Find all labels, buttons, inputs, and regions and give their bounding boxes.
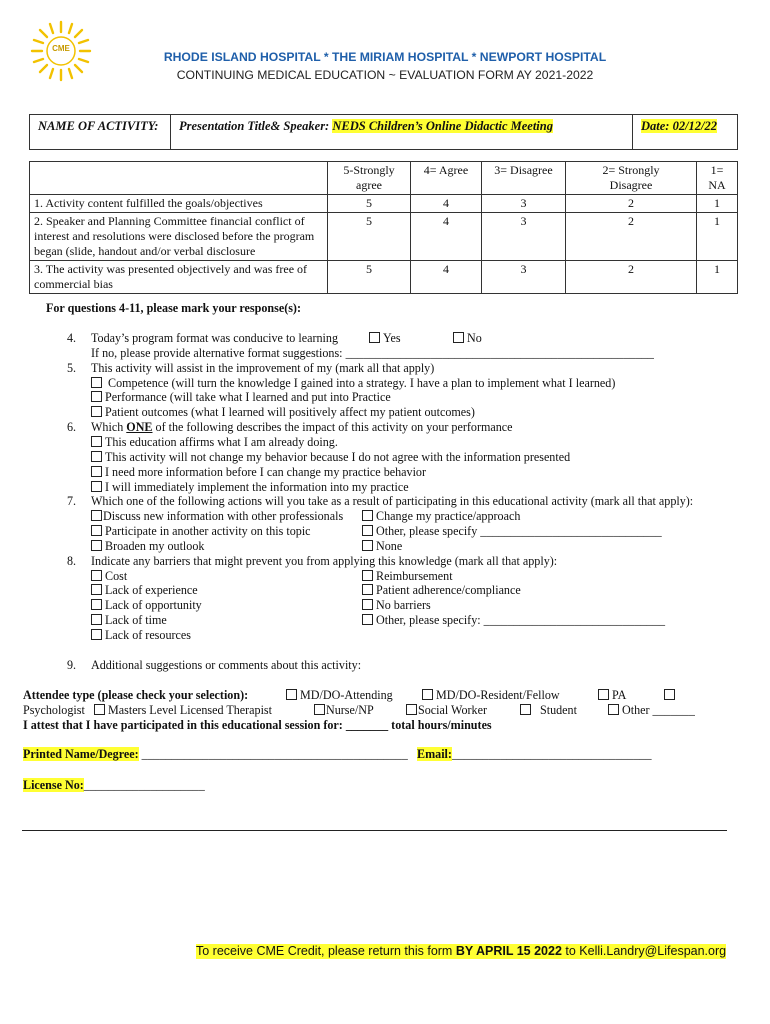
checkbox-icon[interactable] [664,689,675,700]
table-row [30,261,738,294]
presentation-label: Presentation Title& Speaker: [179,119,330,133]
q6-text-emphasis: ONE [126,420,153,434]
q5-option[interactable] [91,390,391,405]
q4-no-option[interactable] [453,331,482,346]
option-label: MD/DO-Resident/Fellow [436,688,560,702]
rating-option[interactable]: 5 [328,195,411,213]
header-na: 1= NA [697,162,738,195]
form-subtitle: CONTINUING MEDICAL EDUCATION ~ EVALUATION FORM AY 2021-2022 [176,68,594,82]
rating-option[interactable]: 1 [697,261,738,294]
activity-table [29,114,738,150]
attendee-nurse[interactable] [314,703,374,718]
row-text: 3. The activity was presented objectively and was free of commercial bias [30,261,328,294]
header-strongly-disagree: 2= Strongly Disagree [566,162,697,195]
attendee-md-attending[interactable] [286,688,393,703]
q8-option[interactable] [91,628,191,643]
checkbox-icon[interactable] [91,377,102,388]
printed-name-field[interactable]: ____________________________________________ [141,747,408,761]
q8-option[interactable] [91,569,127,584]
checkbox-icon[interactable] [362,525,373,536]
option-label: I will immediately implement the information into my practice [105,480,409,494]
option-label: Other _______ [622,703,695,717]
attendee-md-resident[interactable] [422,688,560,703]
rating-table [29,161,738,294]
checkbox-icon[interactable] [91,584,102,595]
license-field[interactable]: ____________________ [83,778,205,792]
option-label: Lack of time [105,613,167,627]
checkbox-icon[interactable] [406,704,417,715]
option-label: Performance (will take what I learned and put into Practice [105,390,391,404]
rating-option[interactable]: 3 [482,195,566,213]
checkbox-icon[interactable] [91,540,102,551]
row-text: 2. Speaker and Planning Committee financial conflict of interest and resolutions were disclosed before the program began (slide, handout and/or verbal disclosure [30,213,328,261]
q7-option[interactable] [362,509,520,524]
attendee-psychologist-label: Psychologist [23,703,85,717]
checkbox-icon[interactable] [91,481,102,492]
rating-option[interactable]: 3 [482,261,566,294]
rating-option[interactable]: 4 [411,261,482,294]
q7-option[interactable] [91,509,343,524]
checkbox-icon[interactable] [91,614,102,625]
footer-email: to Kelli.Landry@Lifespan.org [561,944,727,958]
q5-option[interactable] [91,376,615,391]
q6-number: 6. [67,420,77,434]
option-label: I need more information before I can change my practice behavior [105,465,427,479]
checkbox-icon[interactable] [598,689,609,700]
q5-number: 5. [67,361,77,375]
q5-text: This activity will assist in the improvement of my (mark all that apply) [91,361,435,375]
q8-option[interactable] [362,569,453,584]
option-label: Competence (will turn the knowledge I gained into a strategy. I have a plan to implement what I learned) [108,376,616,390]
q9-text: Additional suggestions or comments about this activity: [91,658,362,672]
rating-option[interactable]: 5 [328,213,411,261]
q4-yes-label: Yes [383,331,401,345]
option-label: Broaden my outlook [105,539,205,553]
hospital-title: RHODE ISLAND HOSPITAL * THE MIRIAM HOSPITAL * NEWPORT HOSPITAL [163,50,607,64]
q6-option[interactable] [91,450,570,465]
attendee-social-worker[interactable] [406,703,487,718]
option-label: Patient outcomes (what I learned will positively affect my patient outcomes) [105,405,475,419]
option-label: Other, please specify ______________________________ [376,524,662,538]
attendee-type-label: Attendee type (please check your selection): [23,688,249,702]
q8-option[interactable] [362,613,665,628]
q7-option[interactable] [362,524,662,539]
checkbox-icon[interactable] [91,451,102,462]
q7-option[interactable] [91,539,204,554]
row-text: 1. Activity content fulfilled the goals/objectives [30,195,328,213]
option-label: Cost [105,569,128,583]
q8-option[interactable] [91,583,198,598]
q4-no-label: No [467,331,482,345]
option-label: No barriers [376,598,431,612]
checkbox-icon[interactable] [91,436,102,447]
checkbox-icon[interactable] [91,570,102,581]
q6-option[interactable] [91,435,338,450]
checkbox-icon[interactable] [422,689,433,700]
q4-followup[interactable]: If no, please provide alternative format suggestions: ___________________________________________________ [91,346,654,360]
option-label: Lack of resources [105,628,191,642]
option-label: Masters Level Licensed Therapist [108,703,272,717]
presentation-cell [171,115,633,150]
q6-option[interactable] [91,480,409,495]
q8-option[interactable] [91,598,202,613]
q8-text: Indicate any barriers that might prevent you from applying this knowledge (mark all that apply): [91,554,558,568]
option-label: This education affirms what I am already doing. [105,435,338,449]
attendee-pa[interactable] [598,688,626,703]
rating-option[interactable]: 2 [566,213,697,261]
email-row [417,747,651,762]
option-label: Social Worker [418,703,487,717]
checkbox-icon[interactable] [91,599,102,610]
questions-intro: For questions 4-11, please mark your response(s): [46,301,301,315]
option-label: Other, please specify: ______________________________ [376,613,666,627]
checkbox-icon[interactable] [91,629,102,640]
rating-corner [30,162,328,195]
checkbox-icon[interactable] [453,332,464,343]
checkbox-icon[interactable] [362,599,373,610]
printed-name-label: Printed Name/Degree: [23,747,139,761]
table-row [30,195,738,213]
email-field[interactable]: _________________________________ [451,747,652,761]
q6-option[interactable] [91,465,426,480]
q4-text: Today’s program format was conducive to learning [91,331,338,345]
rating-option[interactable]: 3 [482,213,566,261]
checkbox-icon[interactable] [362,540,373,551]
q6-text [91,420,513,435]
rating-option[interactable]: 2 [566,195,697,213]
presentation-value: NEDS Children’s Online Didactic Meeting [332,119,553,133]
attendee-masters[interactable] [94,703,272,718]
option-label: This activity will not change my behavior because I do not agree with the information presented [105,450,571,464]
q8-option[interactable] [91,613,167,628]
checkbox-icon[interactable] [94,704,105,715]
option-label: Lack of opportunity [105,598,202,612]
q8-option[interactable] [362,583,521,598]
rating-header-row [30,162,738,195]
rating-option[interactable]: 2 [566,261,697,294]
checkbox-icon[interactable] [362,570,373,581]
printed-name-row [23,747,408,762]
checkbox-icon[interactable] [369,332,380,343]
checkbox-icon[interactable] [91,406,102,417]
option-label: None [376,539,403,553]
q9-number: 9. [67,658,77,672]
q5-option[interactable] [91,405,475,420]
option-label: Patient adherence/compliance [376,583,521,597]
q4-yes-option[interactable] [369,331,401,346]
option-label: PA [612,688,627,702]
footer-deadline: BY APRIL 15 2022 [455,944,562,958]
header-disagree: 3= Disagree [482,162,566,195]
option-label: Nurse/NP [326,703,374,717]
option-label: Lack of experience [105,583,198,597]
checkbox-icon[interactable] [362,614,373,625]
checkbox-icon[interactable] [520,704,531,715]
email-label: Email: [417,747,452,761]
option-label: Participate in another activity on this topic [105,524,311,538]
checkbox-icon[interactable] [362,510,373,521]
footer-text-before: To receive CME Credit, please return this form [196,944,456,958]
checkbox-icon[interactable] [91,391,102,402]
checkbox-icon[interactable] [91,466,102,477]
q8-number: 8. [67,554,77,568]
option-label: Student [540,703,577,717]
q7-option[interactable] [91,524,311,539]
q6-text-before: Which [91,420,124,434]
q4-number: 4. [67,331,77,345]
license-label: License No: [23,778,84,792]
table-row [30,213,738,261]
license-row [23,778,205,793]
checkbox-icon[interactable] [314,704,325,715]
attendee-other[interactable] [608,703,695,718]
attestation[interactable]: I attest that I have participated in this educational session for: _______ total hours/minutes [23,718,492,732]
checkbox-icon[interactable] [362,584,373,595]
attendee-student[interactable] [520,703,577,718]
rating-option[interactable]: 5 [328,261,411,294]
rating-option[interactable]: 1 [697,195,738,213]
footer-instructions [196,944,726,959]
option-label: Discuss new information with other professionals [103,509,344,523]
checkbox-icon[interactable] [608,704,619,715]
rating-option[interactable]: 4 [411,213,482,261]
rating-option[interactable]: 1 [697,213,738,261]
date-cell [633,115,738,150]
q7-text: Which one of the following actions will you take as a result of participating in this educational activity (mark all that apply): [91,494,694,508]
q7-option[interactable] [362,539,402,554]
attendee-psychologist-checkbox[interactable] [664,688,678,703]
q8-option[interactable] [362,598,431,613]
q6-text-after: of the following describes the impact of this activity on your performance [155,420,513,434]
activity-date: Date: 02/12/22 [641,119,718,133]
header-agree: 4= Agree [411,162,482,195]
rating-option[interactable]: 4 [411,195,482,213]
q7-number: 7. [67,494,77,508]
checkbox-icon[interactable] [91,525,102,536]
option-label: Reimbursement [376,569,453,583]
option-label: Change my practice/approach [376,509,521,523]
header-strongly-agree: 5-Strongly agree [328,162,411,195]
activity-name-label: NAME OF ACTIVITY: [30,115,171,150]
option-label: MD/DO-Attending [300,688,393,702]
checkbox-icon[interactable] [91,510,102,521]
divider [22,830,727,831]
logo-text: CME [52,44,70,53]
checkbox-icon[interactable] [286,689,297,700]
